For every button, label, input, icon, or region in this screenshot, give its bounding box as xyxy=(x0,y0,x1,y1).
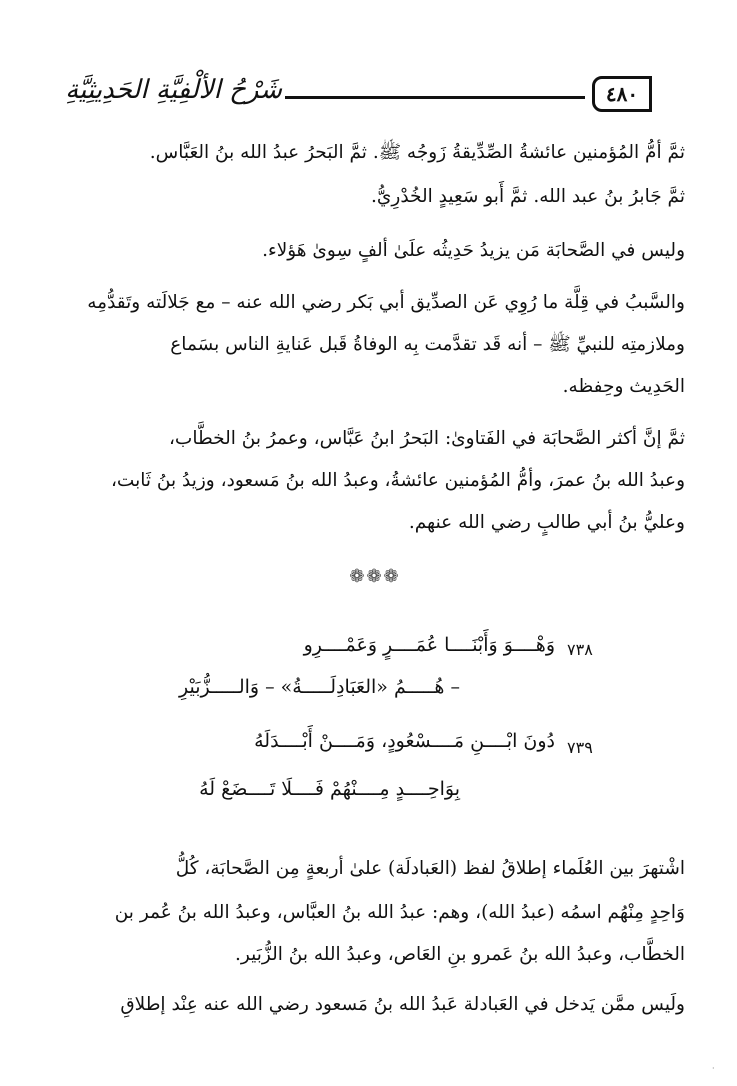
verse-number: ٧٣٨ xyxy=(567,640,593,659)
running-title: شَرْحُ الألْفِيَّةِ الحَدِيثِيَّةِ xyxy=(65,75,282,105)
text-line: وملازمتِه للنبيِّ ﷺ – أنه قَد تقدَّمت بِه الوفاةُ قَبل عَنايةِ الناس بسَماع xyxy=(170,334,685,355)
text-line: والسَّببُ في قِلَّة ما رُوِي عَن الصدِّيق أبي بَكر رضي الله عنه – مع جَلالَته وتَقدُّمِه xyxy=(87,292,685,313)
text-line: ثمَّ أمُّ المُؤمنين عائشةُ الصِّدِّيقةُ زَوجُه ﷺ. ثمَّ البَحرُ عبدُ الله بنُ العَبَّاس. xyxy=(149,142,685,163)
page-number: ٤٨٠ xyxy=(592,76,652,112)
text-line: ثمَّ إنَّ أكثر الصَّحابَة في الفَتاوىٰ: البَحرُ ابنُ عَبَّاس، وعمرُ بنُ الخطَّاب، xyxy=(168,428,685,449)
text-line: الخطَّاب، وعبدُ الله بنُ عَمرو بنِ العَاص، وعبدُ الله بنُ الزُّبَير. xyxy=(235,944,685,965)
verse-hemistich: دُونَ ابْــــنِ مَــــسْعُودٍ، وَمَــــنْ أَبْــــدَلَهُ xyxy=(254,730,555,752)
verse-hemistich: وَهْــــوَ وَأَبْنَــــا عُمَــــرٍ وَعَمْــــرِو xyxy=(303,634,555,656)
section-ornament: ❁❁❁ xyxy=(349,566,401,587)
verse-hemistich: بِوَاحِــــدٍ مِــــنْهُمْ فَــــلَا تَــــضَعْ لَهُ xyxy=(199,778,460,800)
text-line: الحَدِيث وحِفظه. xyxy=(562,376,685,397)
text-line: وليس في الصَّحابَة مَن يزيدُ حَدِيثُه علَىٰ ألفٍ سِوىٰ هَؤلاء. xyxy=(262,240,685,261)
text-line: وَاحِدٍ مِنْهُم اسمُه (عبدُ الله)، وهم: عبدُ الله بنُ العبَّاس، وعبدُ الله بنُ عُمر بن xyxy=(114,902,685,923)
text-line: وعليُّ بنُ أبي طالبٍ رضي الله عنهم. xyxy=(408,512,685,533)
verse-number: ٧٣٩ xyxy=(567,738,593,757)
text-line: وعبدُ الله بنُ عمرَ، وأمُّ المُؤمنين عائشةُ، وعبدُ الله بنُ مَسعود، وزيدُ بنُ ثَابت، xyxy=(110,470,685,491)
text-line: ثمَّ جَابرُ بنُ عبد الله. ثمَّ أَبو سَعِيدٍ الخُدْرِيُّ. xyxy=(371,186,685,207)
scan-mark: · xyxy=(712,1064,715,1073)
verse-hemistich: – هُـــــمُ «العَبَادِلَـــــةُ» – وَالـــــزُّبَيْرِ xyxy=(179,676,460,698)
text-line: ولَيس ممَّن يَدخل في العَبادلة عَبدُ الله بنُ مَسعود رضي الله عنه عِنْد إطلاقِ xyxy=(120,994,685,1015)
header-divider xyxy=(285,96,585,99)
text-line: اشْتهرَ بين العُلَماء إطلاقُ لفظ (العَبادلَة) علىٰ أربعةٍ مِن الصَّحابَة، كُلُّ xyxy=(175,858,685,879)
